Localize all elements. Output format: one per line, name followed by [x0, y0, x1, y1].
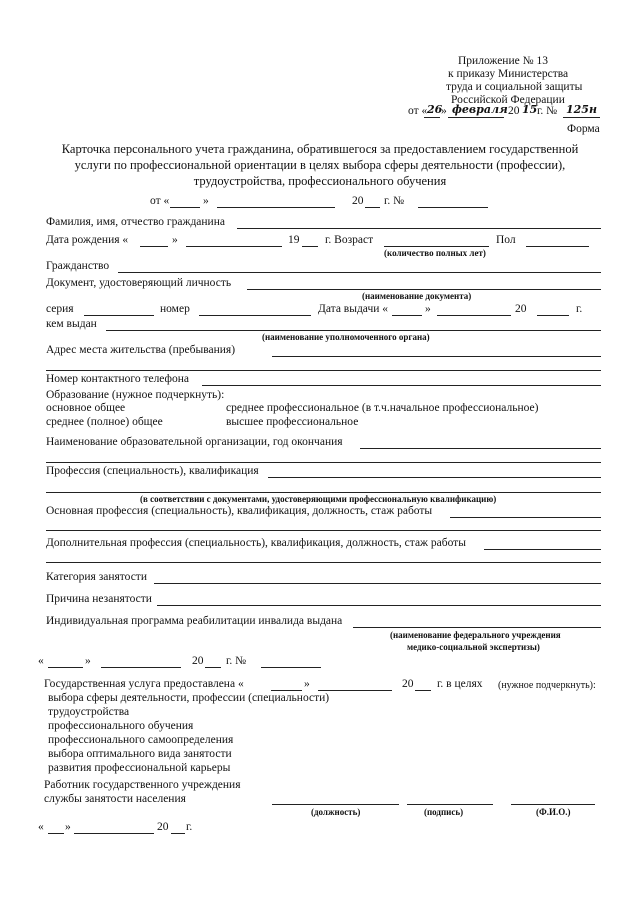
purpose-option-5[interactable]: выбора оптимального вида занятости	[48, 748, 232, 760]
edu-org-label: Наименование образовательной организации, год окончания	[46, 436, 343, 448]
sign-date-20: 20	[157, 821, 169, 833]
employment-category-line[interactable]	[154, 583, 601, 584]
header-date-prefix: от «	[408, 105, 428, 117]
header-country: Российской Федерации	[451, 94, 565, 106]
service-month-line[interactable]	[318, 690, 392, 691]
purpose-option-2[interactable]: трудоустройства	[48, 706, 130, 718]
worker-label-1: Работник государственного учреждения	[44, 779, 241, 791]
service-purpose-label: г. в целях	[437, 678, 483, 690]
sign-month-line[interactable]	[74, 833, 154, 834]
dob-month-line[interactable]	[186, 246, 282, 247]
card-title-line1: Карточка персонального учета гражданина, обратившегося за предоставлением государственной	[61, 142, 579, 156]
header-order: к приказу Министерства	[448, 68, 569, 80]
id-doc-note: (наименование документа)	[362, 291, 472, 301]
edu-org-line-2[interactable]	[46, 462, 601, 463]
header-num-prefix: г. №	[537, 105, 558, 117]
issue-month-line[interactable]	[437, 315, 511, 316]
main-profession-line-1[interactable]	[450, 517, 601, 518]
card-day-line[interactable]	[170, 207, 200, 208]
edu-option-secondary-full[interactable]: среднее (полное) общее	[46, 416, 163, 428]
header-ministry: труда и социальной защиты	[446, 81, 583, 93]
header-date-number: 125н	[566, 103, 597, 116]
number-label: номер	[160, 303, 190, 315]
card-year-line[interactable]	[365, 207, 380, 208]
issued-by-line[interactable]	[106, 330, 601, 331]
service-20: 20	[402, 678, 414, 690]
sign-date-g: г.	[186, 821, 193, 833]
service-provided-label: Государственная услуга предоставлена «	[44, 678, 244, 690]
purpose-option-6[interactable]: развития профессиональной карьеры	[48, 762, 231, 774]
education-label: Образование (нужное подчеркнуть):	[46, 389, 225, 401]
fio-line[interactable]	[237, 228, 601, 229]
ipr-month-line[interactable]	[101, 667, 181, 668]
ipr-number-label: г. №	[226, 655, 247, 667]
age-label: г. Возраст	[325, 234, 374, 246]
ipr-label: Индивидуальная программа реабилитации инвалида выдана	[46, 615, 343, 627]
edu-option-secondary-prof[interactable]: среднее профессиональное (в т.ч.начальное профессиональное)	[226, 402, 539, 414]
additional-profession-line-2[interactable]	[46, 562, 601, 563]
sign-year-line[interactable]	[171, 833, 185, 834]
ipr-note-1: (наименование федерального учреждения	[390, 630, 561, 640]
profession-label: Профессия (специальность), квалификация	[46, 465, 259, 477]
issue-day-line[interactable]	[392, 315, 422, 316]
header-date-year: 15	[522, 103, 538, 116]
position-line[interactable]	[272, 804, 399, 805]
ipr-year-line[interactable]	[205, 667, 221, 668]
header-year-prefix: 20	[508, 105, 520, 117]
profession-note: (в соответствии с документами, удостоверяющими профессиональную квалификацию)	[140, 494, 497, 504]
signature-note: (подпись)	[424, 807, 464, 817]
profession-line-1[interactable]	[268, 477, 601, 478]
number-line[interactable]	[199, 315, 311, 316]
edu-option-higher[interactable]: высшее профессиональное	[226, 416, 359, 428]
issue-date-label: Дата выдачи «	[318, 303, 389, 315]
address-line-2[interactable]	[46, 370, 601, 371]
purpose-option-4[interactable]: профессионального самоопределения	[48, 734, 234, 746]
service-day-line[interactable]	[271, 690, 302, 691]
fio-signature-line[interactable]	[511, 804, 595, 805]
ipr-date-q1: «	[38, 655, 44, 667]
ipr-note-2: медико-социальной экспертизы)	[407, 642, 540, 652]
service-purpose-note: (нужное подчеркнуть):	[498, 680, 596, 691]
series-label: серия	[46, 303, 74, 315]
id-doc-label: Документ, удостоверяющий личность	[46, 277, 232, 289]
sign-date-q1: «	[38, 821, 44, 833]
unemployment-reason-label: Причина незанятости	[46, 593, 152, 605]
dob-q: »	[172, 234, 178, 246]
signature-line[interactable]	[407, 804, 493, 805]
purpose-option-1[interactable]: выбора сферы деятельности, профессии (специальности)	[48, 692, 330, 704]
card-month-line[interactable]	[217, 207, 335, 208]
age-note: (количество полных лет)	[384, 248, 486, 258]
ipr-date-20: 20	[192, 655, 204, 667]
age-line[interactable]	[384, 246, 489, 247]
series-line[interactable]	[84, 315, 154, 316]
issue-g: г.	[576, 303, 583, 315]
card-number-line[interactable]	[418, 207, 488, 208]
dob-year-line[interactable]	[302, 246, 318, 247]
profession-line-2[interactable]	[46, 492, 601, 493]
header-number-line	[563, 117, 600, 118]
purpose-option-3[interactable]: профессионального обучения	[48, 720, 194, 732]
sex-label: Пол	[496, 234, 516, 246]
edu-org-line-1[interactable]	[360, 448, 601, 449]
header-appendix: Приложение № 13	[458, 55, 548, 67]
sign-day-line[interactable]	[48, 833, 64, 834]
sex-line[interactable]	[526, 246, 589, 247]
ipr-date-q2: »	[85, 655, 91, 667]
sign-date-q2: »	[65, 821, 71, 833]
card-title-line2: услуги по профессиональной ориентации в целях выбора сферы деятельности (профессии),	[74, 158, 566, 172]
card-number-label: г. №	[384, 195, 405, 207]
card-date-q: »	[203, 195, 209, 207]
ipr-day-line[interactable]	[48, 667, 83, 668]
dob-label: Дата рождения «	[46, 234, 129, 246]
header-date-mid: »	[441, 105, 447, 117]
header-day-line	[424, 117, 440, 118]
header-date-month: февраля	[452, 103, 508, 116]
additional-profession-line-1[interactable]	[484, 549, 601, 550]
id-doc-line[interactable]	[247, 289, 601, 290]
card-date-20: 20	[352, 195, 364, 207]
service-year-line[interactable]	[415, 690, 431, 691]
unemployment-reason-line[interactable]	[157, 605, 601, 606]
address-label: Адрес места жительства (пребывания)	[46, 344, 236, 356]
main-profession-label: Основная профессия (специальность), квалификация, должность, стаж работы	[46, 505, 433, 517]
issue-q: »	[425, 303, 431, 315]
card-date-ot: от «	[150, 195, 170, 207]
citizenship-line[interactable]	[118, 272, 601, 273]
issued-by-note: (наименование уполномоченного органа)	[262, 332, 430, 342]
issue-year-line[interactable]	[537, 315, 569, 316]
citizenship-label: Гражданство	[46, 260, 110, 272]
header-month-line	[448, 117, 504, 118]
issue-20: 20	[515, 303, 527, 315]
form-label: Форма	[567, 123, 600, 135]
fio-note: (Ф.И.О.)	[536, 807, 571, 817]
worker-label-2: службы занятости населения	[44, 793, 186, 805]
employment-category-label: Категория занятости	[46, 571, 147, 583]
phone-label: Номер контактного телефона	[46, 373, 190, 385]
fio-label: Фамилия, имя, отчество гражданина	[46, 216, 225, 228]
ipr-line[interactable]	[353, 627, 601, 628]
service-q: »	[304, 678, 310, 690]
position-note: (должность)	[311, 807, 361, 817]
dob-day-line[interactable]	[140, 246, 168, 247]
card-title-line3: трудоустройства, профессионального обучения	[193, 174, 447, 188]
issued-by-label: кем выдан	[46, 318, 97, 330]
edu-option-basic[interactable]: основное общее	[46, 402, 126, 414]
phone-line[interactable]	[202, 385, 601, 386]
main-profession-line-2[interactable]	[46, 530, 601, 531]
dob-19: 19	[288, 234, 300, 246]
ipr-number-line[interactable]	[261, 667, 321, 668]
address-line-1[interactable]	[272, 356, 601, 357]
additional-profession-label: Дополнительная профессия (специальность), квалификация, должность, стаж работы	[46, 537, 466, 549]
header-date-day: 26	[427, 103, 443, 116]
